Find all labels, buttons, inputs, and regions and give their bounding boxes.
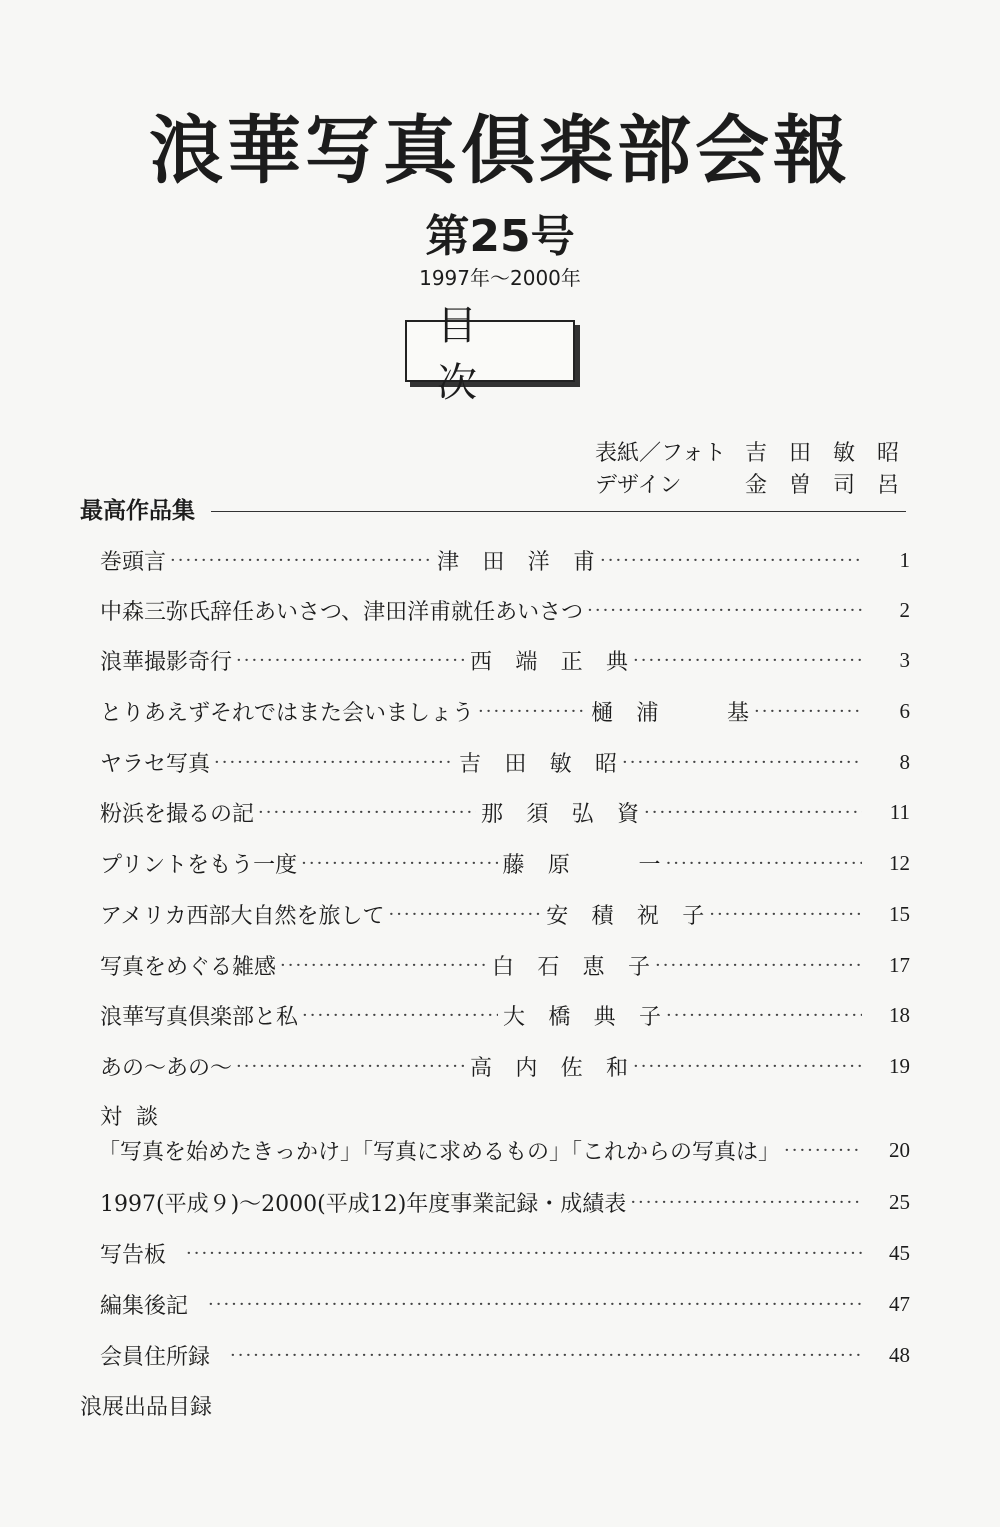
author-char: 子 [682, 903, 705, 929]
author-char: 橋 [548, 1004, 571, 1030]
author-char: 典 [593, 1004, 616, 1030]
dot-leader [478, 701, 586, 722]
author-char: 一 [638, 852, 661, 878]
entry-author [502, 1000, 662, 1031]
entry-title: 写告板 [100, 1242, 167, 1268]
entry-title: 1997(平成９)～2000(平成12)年度事業記録・成績表 [100, 1191, 627, 1217]
author-char: 田 [504, 751, 527, 777]
author-char: 正 [560, 649, 583, 675]
entry-title: 「写真を始めたきっかけ」「写真に求めるもの」「これからの写真は」 [98, 1139, 781, 1165]
toc-entry [100, 590, 910, 630]
toc-entry [100, 742, 910, 782]
author-char: 大 [502, 1004, 525, 1030]
section-title: 最高作品集 [80, 497, 195, 524]
author-char: 端 [515, 649, 538, 675]
entry-title: 会員住所録 [100, 1344, 211, 1370]
author-char [592, 848, 616, 879]
bottom-item: 浪展出品目録 [80, 1395, 213, 1420]
toc-entry [98, 1130, 910, 1170]
dot-leader [587, 600, 862, 621]
dot-leader [301, 853, 497, 874]
entry-author [469, 1051, 629, 1082]
entry-title: 編集後記 [100, 1293, 189, 1319]
author-char: 西 [469, 649, 492, 675]
author-char: 基 [726, 700, 749, 726]
toc-entry [100, 894, 910, 934]
author-char: 恵 [582, 954, 605, 980]
dot-leader [633, 1056, 862, 1077]
dot-leader [754, 701, 862, 722]
author-char: 昭 [594, 751, 617, 777]
author-char: 祝 [636, 903, 659, 929]
author-char: 子 [638, 1004, 661, 1030]
entry-page: 2 [899, 597, 910, 622]
author-char: 資 [616, 801, 639, 827]
entry-page: 18 [888, 1002, 910, 1027]
dot-leader [388, 904, 541, 925]
author-char: 安 [546, 903, 569, 929]
entry-author [545, 899, 705, 930]
author-char: 敏 [549, 751, 572, 777]
entry-title: 巻頭言 [100, 549, 167, 575]
credit-name: 金曽司呂 [745, 473, 922, 498]
author-char: 那 [480, 801, 503, 827]
dot-leader [666, 853, 862, 874]
entry-page: 6 [899, 698, 910, 723]
author-char: 吉 [458, 751, 481, 777]
section-heading [80, 492, 906, 525]
dot-leader [600, 550, 862, 571]
dot-leader [170, 550, 432, 571]
entry-author [458, 747, 618, 778]
entry-title: 中森三弥氏辞任あいさつ、津田洋甫就任あいさつ [100, 599, 584, 625]
entry-author [436, 545, 596, 576]
author-char: 須 [526, 801, 549, 827]
dot-leader [208, 1294, 862, 1315]
author-char: 子 [627, 954, 650, 980]
entry-page: 11 [889, 799, 910, 824]
dot-leader [230, 1345, 862, 1366]
toc-entry [100, 691, 910, 731]
dot-leader [644, 802, 862, 823]
author-char: 積 [591, 903, 614, 929]
entry-page: 19 [888, 1053, 910, 1078]
toc-entry [100, 540, 910, 580]
toc-entry [100, 1284, 910, 1324]
author-char: 佐 [560, 1055, 583, 1081]
toc-entry [100, 945, 910, 985]
entry-author [469, 645, 629, 676]
toc-entry [100, 792, 910, 832]
issue-years: 1997年～2000年 [419, 266, 581, 290]
dot-leader [214, 752, 454, 773]
author-char: 白 [491, 954, 514, 980]
toc-entry [100, 1335, 910, 1375]
toc-entry [100, 640, 910, 680]
dot-leader [655, 955, 862, 976]
issue-number: 第25号 [425, 211, 575, 262]
dot-leader [633, 650, 862, 671]
author-char: 典 [605, 649, 628, 675]
journal-title: 浪華写真倶楽部会報 [149, 108, 851, 194]
author-char: 田 [482, 549, 505, 575]
entry-title: とりあえずそれではまた会いましょう [100, 700, 475, 726]
entry-title: 浪華写真倶楽部と私 [100, 1004, 299, 1030]
entry-author [590, 696, 750, 727]
dot-leader [186, 1243, 862, 1264]
author-char: 内 [515, 1055, 538, 1081]
author-char: 洋 [527, 549, 550, 575]
entry-title: あの～あの～ [100, 1055, 233, 1081]
credit-name: 吉田敏昭 [745, 441, 922, 466]
entry-page: 45 [889, 1240, 910, 1265]
author-char: 高 [469, 1055, 492, 1081]
taidan-label: 対談 [100, 1105, 173, 1130]
toc-label-box: 目 次 [405, 320, 575, 382]
dot-leader [236, 1056, 465, 1077]
author-char: 津 [436, 549, 459, 575]
entry-title: プリントをもう一度 [100, 852, 298, 878]
author-char [681, 696, 705, 727]
author-char: 浦 [636, 700, 659, 726]
entry-author [502, 848, 662, 879]
author-char: 和 [605, 1055, 628, 1081]
author-char: 石 [537, 954, 560, 980]
entry-page: 1 [899, 547, 910, 572]
dot-leader [630, 1192, 862, 1213]
dot-leader [302, 1005, 498, 1026]
entry-author [491, 950, 651, 981]
entry-page: 17 [888, 952, 910, 977]
toc-entry [100, 995, 910, 1035]
entry-page: 25 [889, 1189, 910, 1214]
entry-page: 12 [889, 850, 910, 875]
toc-entry [100, 1233, 910, 1273]
entry-page: 48 [889, 1342, 910, 1367]
author-char: 弘 [571, 801, 594, 827]
dot-leader [784, 1140, 862, 1161]
dot-leader [258, 802, 476, 823]
entry-title: 写真をめぐる雑感 [100, 954, 277, 980]
dot-leader [280, 955, 487, 976]
dot-leader [666, 1005, 862, 1026]
entry-title: 粉浜を撮るの記 [100, 801, 255, 827]
dot-leader [236, 650, 465, 671]
entry-title: ヤラセ写真 [100, 751, 211, 777]
credit-role: 表紙／フォト [595, 441, 726, 466]
dot-leader [709, 904, 862, 925]
author-char: 原 [547, 852, 570, 878]
entry-title: 浪華撮影奇行 [100, 649, 233, 675]
author-char: 藤 [502, 852, 525, 878]
author-char: 甫 [572, 549, 595, 575]
entry-author [480, 797, 640, 828]
section-rule [211, 511, 906, 512]
toc-entry [100, 1182, 910, 1222]
entry-page: 20 [889, 1137, 910, 1162]
entry-page: 15 [889, 901, 910, 926]
entry-title: アメリカ西部大自然を旅して [100, 903, 385, 929]
credit-row [595, 438, 921, 470]
author-char: 樋 [590, 700, 613, 726]
dot-leader [622, 752, 862, 773]
credit-role: デザイン [595, 473, 682, 498]
entry-page: 47 [889, 1291, 910, 1316]
toc-entry [100, 843, 910, 883]
toc-entry [100, 1046, 910, 1086]
entry-page: 8 [899, 749, 910, 774]
entry-page: 3 [899, 647, 910, 672]
